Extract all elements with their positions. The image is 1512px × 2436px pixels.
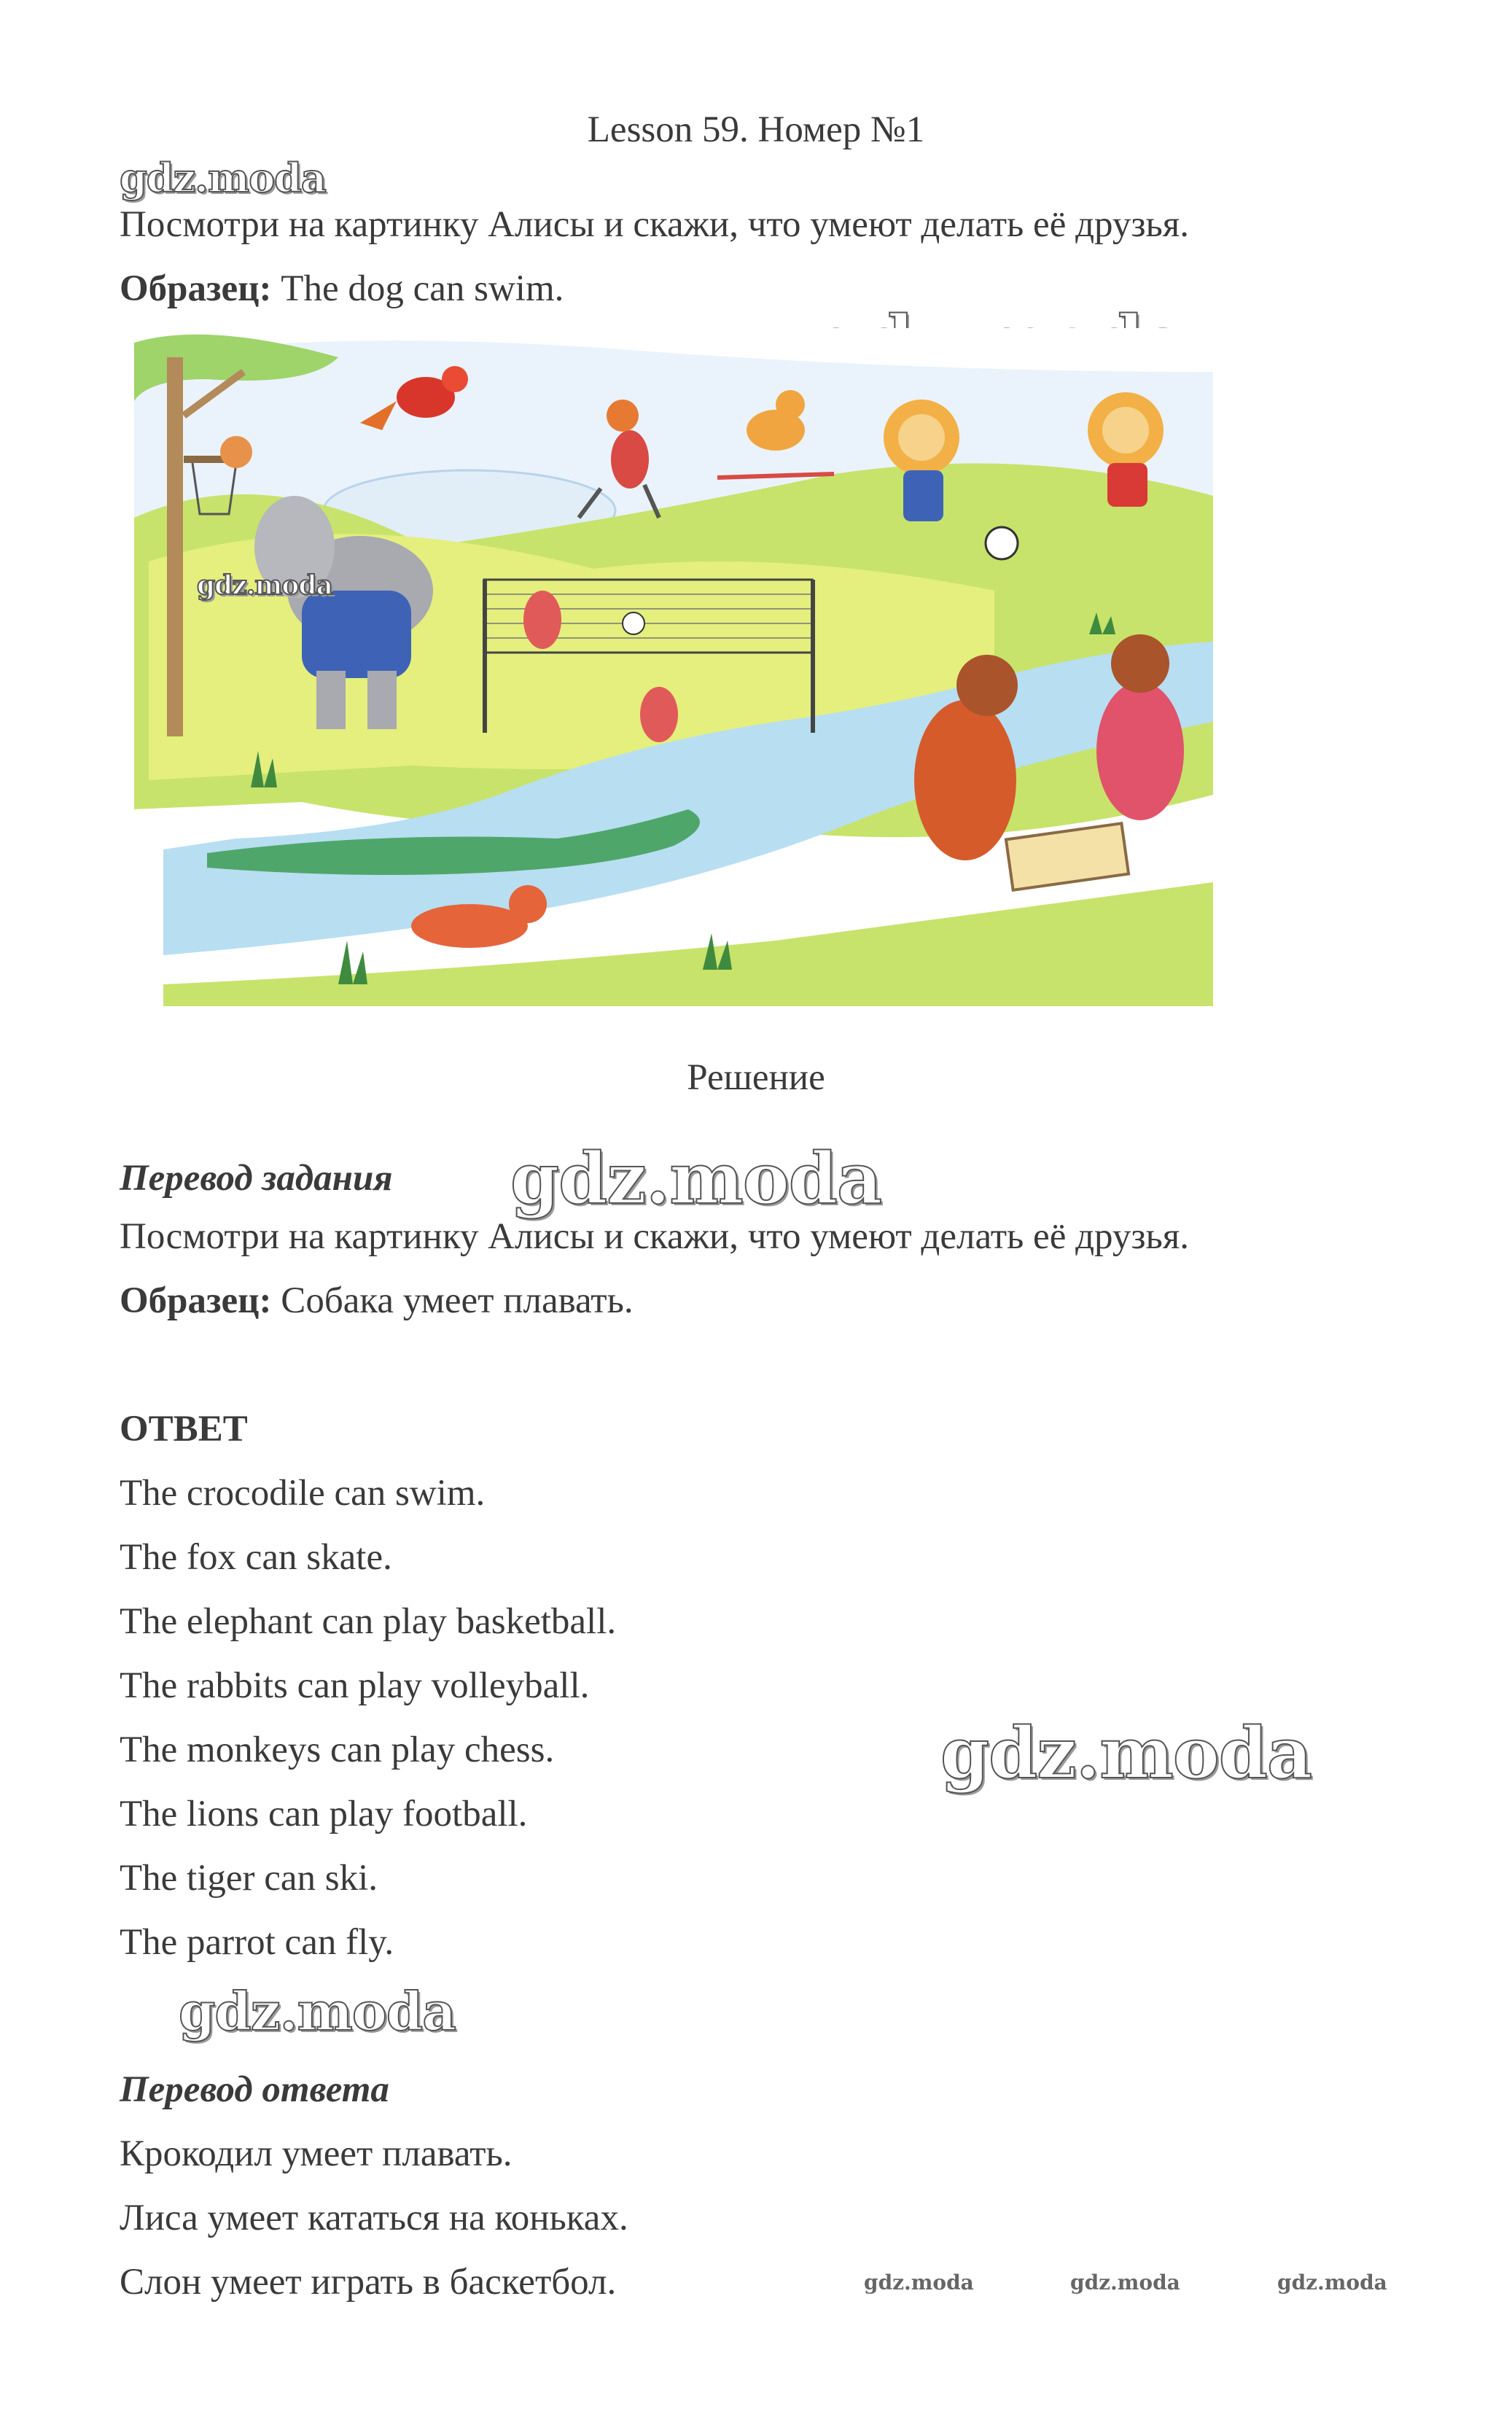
- answer-line: The crocodile can swim.: [120, 1473, 486, 1514]
- answer-translation-line: Крокодил умеет плавать.: [120, 2133, 513, 2174]
- example-label: Образец:: [120, 1280, 272, 1321]
- task-example: [120, 267, 564, 311]
- watermark: gdz.moda: [864, 2270, 974, 2295]
- watermark: gdz.moda: [197, 570, 332, 601]
- answer-line: The tiger can ski.: [120, 1858, 378, 1899]
- answer-line: The rabbits can play volleyball.: [120, 1665, 590, 1706]
- example-text: The dog can swim.: [271, 268, 564, 309]
- solution-title: Решение: [687, 1057, 825, 1098]
- watermark: gdz.moda: [120, 155, 326, 201]
- watermark: gdz.moda: [1070, 2270, 1180, 2295]
- page-title: Lesson 59. Номер №1: [587, 109, 925, 150]
- answer-line: The monkeys can play chess.: [120, 1729, 555, 1770]
- answer-translation-heading: Перевод ответа: [120, 2069, 389, 2110]
- translation-heading: Перевод задания: [120, 1158, 393, 1199]
- translation-text: Посмотри на картинку Алисы и скажи, что умеют делать её друзья.: [120, 1216, 1189, 1257]
- answer-line: The lions can play football.: [120, 1794, 528, 1834]
- answer-line: The fox can skate.: [120, 1537, 392, 1578]
- answer-line: The parrot can fly.: [120, 1922, 394, 1963]
- answer-heading: ОТВЕТ: [120, 1409, 248, 1449]
- watermark: gdz.moda: [510, 1137, 882, 1220]
- translation-example: [120, 1279, 634, 1323]
- example-text: Собака умеет плавать.: [271, 1280, 634, 1321]
- answer-translation-line: Лиса умеет кататься на коньках.: [120, 2198, 628, 2238]
- watermark: gdz.moda: [1277, 2270, 1387, 2295]
- watermark: gdz.moda: [179, 1980, 456, 2042]
- task-text: Посмотри на картинку Алисы и скажи, что умеют делать её друзья.: [120, 204, 1189, 245]
- answer-line: The elephant can play basketball.: [120, 1601, 617, 1642]
- example-label: Образец:: [120, 268, 272, 309]
- watermark: gdz.moda: [940, 1712, 1312, 1794]
- park-animals-illustration: [120, 328, 1220, 1006]
- answer-translation-line: Слон умеет играть в баскетбол.: [120, 2262, 617, 2303]
